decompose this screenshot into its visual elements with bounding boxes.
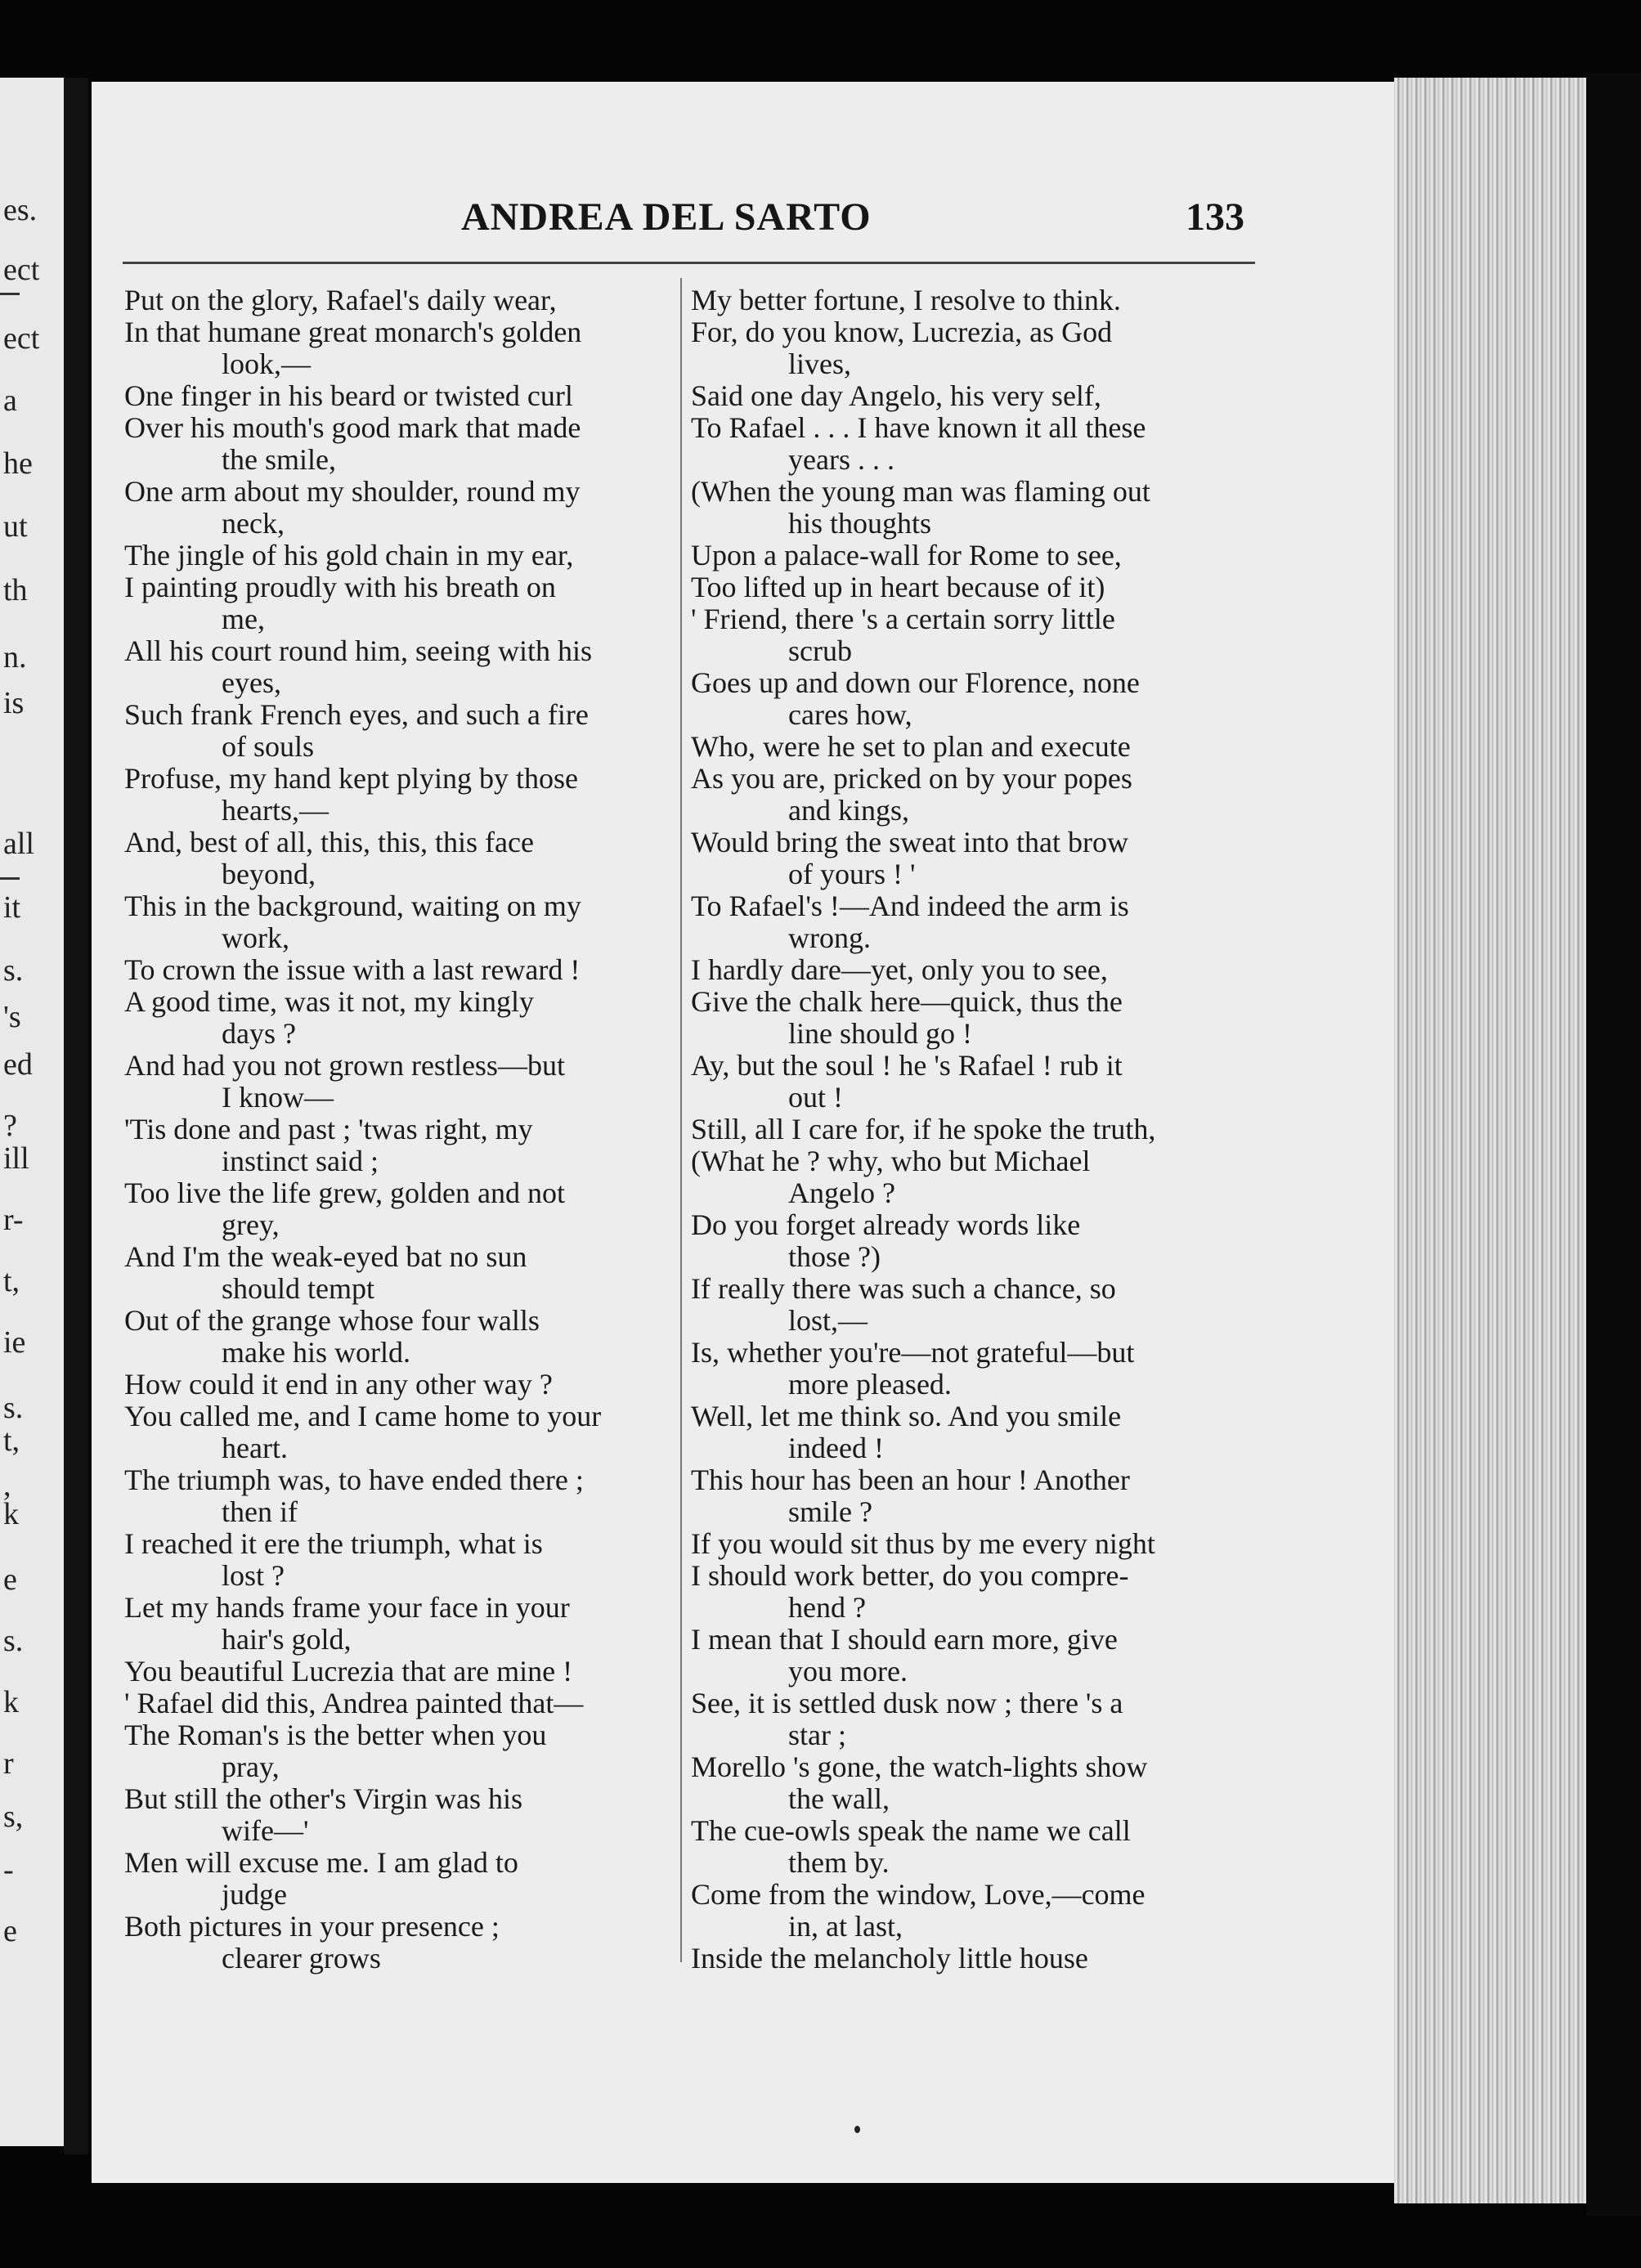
facing-page-text: r-: [3, 1203, 24, 1237]
poem-line: To crown the issue with a last reward !: [124, 953, 581, 986]
facing-page-text: s.: [3, 1624, 24, 1658]
poem-line: star ;: [788, 1719, 846, 1751]
facing-page-text: ect: [3, 321, 40, 356]
poem-line: If really there was such a chance, so: [691, 1272, 1116, 1305]
facing-page-text: 's: [3, 1000, 21, 1034]
poem-line: hearts,—: [222, 794, 329, 827]
poem-line: and kings,: [788, 794, 909, 827]
poem-line: Out of the grange whose four walls: [124, 1304, 540, 1337]
facing-page-text: e: [3, 1914, 17, 1948]
poem-line: A good time, was it not, my kingly: [124, 985, 534, 1018]
poem-line: Profuse, my hand kept plying by those: [124, 762, 578, 795]
poem-line: How could it end in any other way ?: [124, 1368, 553, 1401]
poem-line: me,: [222, 603, 265, 635]
poem-line: You beautiful Lucrezia that are mine !: [124, 1655, 573, 1688]
facing-page-text: n.: [3, 640, 27, 675]
poem-line: of yours ! ': [788, 858, 916, 890]
poem-line: Said one day Angelo, his very self,: [691, 379, 1101, 412]
poem-line: For, do you know, Lucrezia, as God: [691, 316, 1113, 348]
poem-line: heart.: [222, 1432, 288, 1464]
poem-line: cares how,: [788, 698, 912, 731]
facing-page-text: e: [3, 1562, 17, 1597]
facing-page-text: th: [3, 573, 28, 607]
facing-page-text: it: [3, 890, 21, 925]
poem-line: I hardly dare—yet, only you to see,: [691, 953, 1108, 986]
facing-page-fragment: [0, 78, 69, 2146]
poem-line: those ?): [788, 1240, 881, 1273]
poem-line: Put on the glory, Rafael's daily wear,: [124, 284, 557, 316]
book-gutter: [64, 78, 88, 2154]
poem-line: Both pictures in your presence ;: [124, 1910, 500, 1943]
header-rule: [123, 262, 1255, 264]
poem-line: Too live the life grew, golden and not: [124, 1177, 565, 1209]
poem-line: 'Tis done and past ; 'twas right, my: [124, 1113, 533, 1145]
poem-line: the smile,: [222, 443, 336, 476]
poem-line: Is, whether you're—not grateful—but: [691, 1336, 1135, 1369]
poem-line: you more.: [788, 1655, 908, 1688]
facing-page-text: a: [3, 383, 17, 418]
facing-page-rule: [0, 877, 20, 880]
poem-line: ' Friend, there 's a certain sorry little: [691, 603, 1115, 635]
facing-page-text: is: [3, 686, 25, 720]
poem-line: look,—: [222, 347, 312, 380]
poem-line: (What he ? why, who but Michael: [691, 1145, 1091, 1177]
poem-line: Give the chalk here—quick, thus the: [691, 985, 1123, 1018]
poem-line: wife—': [222, 1814, 309, 1847]
poem-line: wrong.: [788, 921, 871, 954]
poem-line: I mean that I should earn more, give: [691, 1623, 1118, 1656]
poem-line: Ay, but the soul ! he 's Rafael ! rub it: [691, 1049, 1123, 1082]
poem-line: To Rafael . . . I have known it all these: [691, 411, 1146, 444]
poem-line: The triumph was, to have ended there ;: [124, 1463, 584, 1496]
poem-line: out !: [788, 1081, 843, 1114]
poem-line: Such frank French eyes, and such a fire: [124, 698, 589, 731]
facing-page-text: ill: [3, 1141, 29, 1176]
poem-line: Who, were he set to plan and execute: [691, 730, 1131, 763]
facing-page-text: s.: [3, 1391, 24, 1425]
poem-line: lost,—: [788, 1304, 868, 1337]
page-number: 133: [1186, 195, 1244, 239]
poem-line: of souls: [222, 730, 315, 763]
poem-line: judge: [222, 1878, 287, 1911]
poem-line: I know—: [222, 1081, 334, 1114]
poem-line: beyond,: [222, 858, 316, 890]
poem-line: (When the young man was flaming out: [691, 475, 1150, 508]
poem-line: And had you not grown restless—but: [124, 1049, 565, 1082]
poem-line: them by.: [788, 1846, 890, 1879]
facing-page-text: ut: [3, 509, 28, 544]
facing-page-text: ect: [3, 253, 40, 287]
facing-page-text: ed: [3, 1047, 33, 1082]
running-title: ANDREA DEL SARTO: [461, 195, 872, 239]
facing-page-text: ?: [3, 1109, 17, 1143]
facing-page-text: ,: [3, 1468, 11, 1503]
poem-line: should tempt: [222, 1272, 374, 1305]
poem-line: the wall,: [788, 1782, 890, 1815]
poem-line: eyes,: [222, 666, 281, 699]
poem-line: then if: [222, 1495, 298, 1528]
poem-line: lives,: [788, 347, 851, 380]
poem-line: clearer grows: [222, 1942, 381, 1974]
column-divider: [680, 278, 682, 1962]
poem-line: I reached it ere the triumph, what is: [124, 1527, 543, 1560]
poem-line: This in the background, waiting on my: [124, 890, 581, 922]
facing-page-text: ie: [3, 1325, 26, 1360]
poem-line: work,: [222, 921, 289, 954]
poem-line: The jingle of his gold chain in my ear,: [124, 539, 574, 571]
poem-line: Come from the window, Love,—come: [691, 1878, 1146, 1911]
poem-line: This hour has been an hour ! Another: [691, 1463, 1130, 1496]
poem-line: Too lifted up in heart because of it): [691, 571, 1105, 603]
poem-line: I painting proudly with his breath on: [124, 571, 556, 603]
poem-line: You called me, and I came home to your: [124, 1400, 602, 1432]
poem-line: One arm about my shoulder, round my: [124, 475, 581, 508]
facing-page-text: t,: [3, 1264, 20, 1298]
poem-column-left: [124, 285, 672, 1974]
poem-line: line should go !: [788, 1017, 972, 1050]
poem-line: Inside the melancholy little house: [691, 1942, 1088, 1974]
poem-column-right: [691, 285, 1255, 1974]
facing-page-text: he: [3, 446, 33, 481]
poem-line: In that humane great monarch's golden: [124, 316, 582, 348]
poem-line: See, it is settled dusk now ; there 's a: [691, 1687, 1123, 1719]
poem-line: more pleased.: [788, 1368, 952, 1401]
poem-line: days ?: [222, 1017, 296, 1050]
poem-line: in, at last,: [788, 1910, 903, 1943]
poem-line: lost ?: [222, 1559, 285, 1592]
facing-page-text: -: [3, 1853, 14, 1887]
poem-line: Let my hands frame your face in your: [124, 1591, 570, 1624]
poem-line: hair's gold,: [222, 1623, 352, 1656]
book-cover-edge: [1586, 74, 1641, 2216]
poem-line: Angelo ?: [788, 1177, 895, 1209]
poem-line: hend ?: [788, 1591, 866, 1624]
facing-page-text: k: [3, 1685, 19, 1719]
poem-line: All his court round him, seeing with his: [124, 634, 592, 667]
poem-line: One finger in his beard or twisted curl: [124, 379, 573, 412]
poem-line: smile ?: [788, 1495, 872, 1528]
poem-line: Men will excuse me. I am glad to: [124, 1846, 518, 1879]
poem-line: Morello 's gone, the watch-lights show: [691, 1750, 1148, 1783]
poem-line: scrub: [788, 634, 852, 667]
facing-page-text: t,: [3, 1423, 20, 1458]
poem-line: As you are, pricked on by your popes: [691, 762, 1132, 795]
poem-line: neck,: [222, 507, 285, 540]
poem-line: Well, let me think so. And you smile: [691, 1400, 1122, 1432]
poem-line: Over his mouth's good mark that made: [124, 411, 581, 444]
poem-line: And, best of all, this, this, this face: [124, 826, 534, 858]
poem-line: My better fortune, I resolve to think.: [691, 284, 1121, 316]
facing-page-text: all: [3, 827, 34, 861]
poem-line: Would bring the sweat into that brow: [691, 826, 1129, 858]
poem-line: Do you forget already words like: [691, 1208, 1081, 1241]
poem-line: Still, all I care for, if he spoke the truth,: [691, 1113, 1156, 1145]
poem-line: indeed !: [788, 1432, 884, 1464]
poem-line: make his world.: [222, 1336, 410, 1369]
poem-line: The cue-owls speak the name we call: [691, 1814, 1131, 1847]
poem-line: If you would sit thus by me every night: [691, 1527, 1155, 1560]
poem-line: To Rafael's !—And indeed the arm is: [691, 890, 1129, 922]
poem-line: The Roman's is the better when you: [124, 1719, 547, 1751]
poem-line: Upon a palace-wall for Rome to see,: [691, 539, 1122, 571]
facing-page-text: r: [3, 1746, 14, 1781]
poem-line: grey,: [222, 1208, 280, 1241]
poem-line: But still the other's Virgin was his: [124, 1782, 523, 1815]
poem-line: his thoughts: [788, 507, 932, 540]
printer-mark: [854, 2126, 860, 2133]
poem-line: years . . .: [788, 443, 894, 476]
facing-page-text: s,: [3, 1800, 24, 1834]
facing-page-rule: [0, 293, 20, 295]
poem-line: And I'm the weak-eyed bat no sun: [124, 1240, 527, 1273]
page-edges: [1394, 78, 1594, 2203]
facing-page-text: s.: [3, 953, 24, 988]
poem-line: ' Rafael did this, Andrea painted that—: [124, 1687, 584, 1719]
facing-page-text: k: [3, 1497, 19, 1531]
poem-line: I should work better, do you compre-: [691, 1559, 1129, 1592]
poem-line: Goes up and down our Florence, none: [691, 666, 1140, 699]
facing-page-text: es.: [3, 193, 38, 227]
poem-line: pray,: [222, 1750, 280, 1783]
poem-line: instinct said ;: [222, 1145, 379, 1177]
